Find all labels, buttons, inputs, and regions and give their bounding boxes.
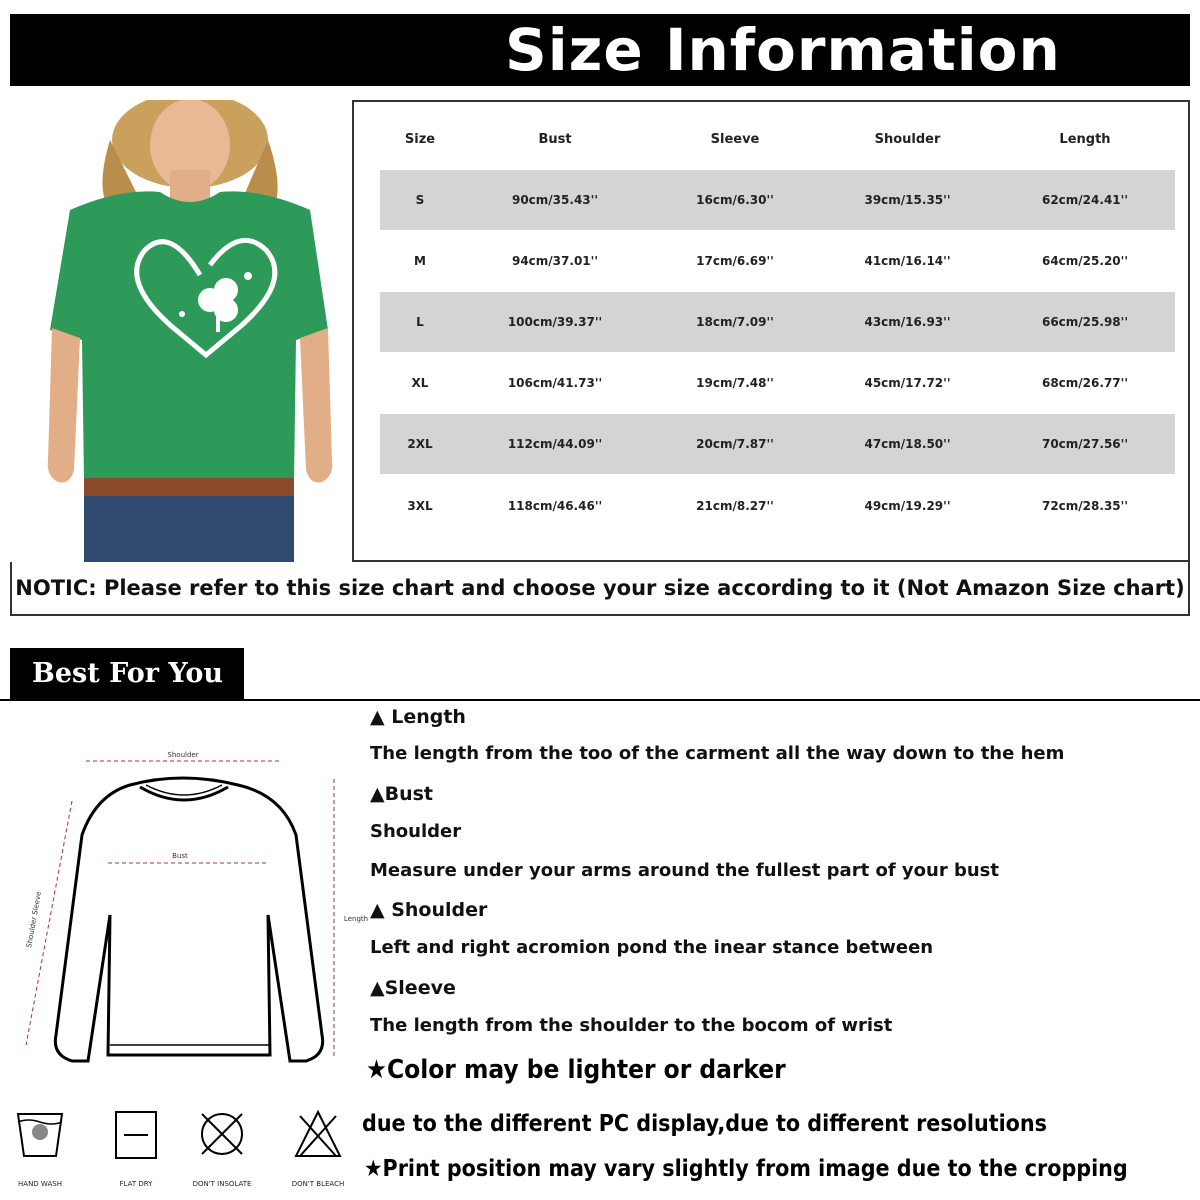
cell-length: 72cm/28.35'' (1041, 499, 1128, 513)
jeans (84, 496, 294, 562)
table-row (380, 353, 1175, 413)
section-divider (0, 699, 1200, 701)
cell-length: 68cm/26.77'' (1041, 376, 1128, 390)
cell-shoulder: 49cm/19.29'' (864, 499, 951, 513)
display-note: due to the different PC display,due to different resolutions (362, 1111, 1047, 1137)
care-label: DON'T BLEACH (291, 1180, 345, 1188)
table-row (380, 170, 1175, 230)
shoulder-diagram-label: Shoulder (167, 751, 199, 759)
cell-bust: 100cm/39.37'' (507, 315, 603, 329)
length-diagram-label: Length (343, 915, 369, 923)
cell-length: 66cm/25.98'' (1041, 315, 1128, 329)
care-label: FLAT DRY (119, 1180, 153, 1188)
print-note: ★Print position may vary slightly from image due to the cropping (364, 1156, 1128, 1182)
table-header-row (380, 110, 1175, 170)
cell-sleeve: 17cm/6.69'' (696, 254, 774, 268)
cell-shoulder: 47cm/18.50'' (864, 437, 951, 451)
cell-size: 3XL (407, 499, 433, 513)
care-label: DON'T INSOLATE (192, 1180, 252, 1188)
bust-diagram-label: Bust (172, 852, 188, 860)
notice-box (10, 562, 1190, 616)
cell-size: M (414, 254, 426, 268)
do-not-bleach-icon (182, 1100, 262, 1178)
notice-text: NOTIC: Please refer to this size chart and choose your size according to it (Not Amazon Size chart) (15, 576, 1185, 600)
page-title: Size Information (505, 16, 1061, 84)
length-heading: ▲ Length (370, 706, 466, 728)
belt (84, 478, 294, 498)
cell-bust: 118cm/46.46'' (507, 499, 603, 513)
sleeve-diagram-label: Shoulder Sleeve (25, 890, 43, 949)
shirt-illustration (10, 100, 354, 562)
shoulder-heading: ▲ Shoulder (370, 899, 488, 921)
table-row (380, 414, 1175, 474)
clover-dot-1 (244, 272, 252, 280)
header-length: Length (1059, 132, 1111, 147)
table-row (380, 231, 1175, 291)
care-icon-hand-wash (0, 1100, 80, 1196)
bust-heading: ▲Bust (370, 783, 434, 805)
best-for-you-tab (10, 648, 244, 700)
shoulder-description: Left and right acromion pond the inear stance between (370, 937, 934, 958)
cell-size: XL (411, 376, 429, 390)
cell-size: 2XL (407, 437, 433, 451)
hand-wash-icon (0, 1100, 80, 1178)
cell-sleeve: 19cm/7.48'' (696, 376, 774, 390)
cell-length: 62cm/24.41'' (1041, 193, 1128, 207)
length-description: The length from the too of the carment all the way down to the hem (370, 743, 1065, 764)
sleeve-heading: ▲Sleeve (370, 977, 456, 999)
left-arm (48, 328, 80, 483)
cell-sleeve: 18cm/7.09'' (696, 315, 774, 329)
care-icon-do-not-bleach (182, 1100, 262, 1196)
measurement-diagram (0, 705, 370, 1095)
cell-shoulder: 43cm/16.93'' (864, 315, 951, 329)
table-row (380, 292, 1175, 352)
header-shoulder: Shoulder (874, 132, 941, 147)
header-bust: Bust (538, 132, 572, 147)
right-arm (300, 328, 332, 483)
color-note: ★Color may be lighter or darker (366, 1055, 786, 1085)
cell-sleeve: 20cm/7.87'' (696, 437, 774, 451)
care-icon-no-bleach-triangle (278, 1100, 358, 1196)
cell-shoulder: 41cm/16.14'' (864, 254, 951, 268)
cell-sleeve: 16cm/6.30'' (696, 193, 774, 207)
table-row (380, 476, 1175, 536)
clover-dot-2 (179, 311, 185, 317)
header-size: Size (404, 132, 436, 147)
sweatshirt-outline (55, 778, 322, 1061)
cell-shoulder: 45cm/17.72'' (864, 376, 951, 390)
cell-size: S (415, 193, 425, 207)
shirt-body (50, 191, 328, 480)
bust-subheading: Shoulder (370, 821, 462, 842)
cell-length: 64cm/25.20'' (1041, 254, 1128, 268)
care-label: HAND WASH (18, 1180, 62, 1188)
cell-shoulder: 39cm/15.35'' (864, 193, 951, 207)
flat-dry-icon (96, 1100, 176, 1178)
cell-sleeve: 21cm/8.27'' (696, 499, 774, 513)
cell-bust: 106cm/41.73'' (507, 376, 603, 390)
sleeve-description: The length from the shoulder to the bocom of wrist (370, 1015, 893, 1036)
cell-bust: 112cm/44.09'' (507, 437, 603, 451)
care-icon-flat-dry (96, 1100, 176, 1196)
cell-bust: 90cm/35.43'' (511, 193, 598, 207)
cell-bust: 94cm/37.01'' (511, 254, 598, 268)
title-bar (10, 14, 1190, 86)
cell-length: 70cm/27.56'' (1041, 437, 1128, 451)
cell-size: L (416, 315, 424, 329)
best-for-you-label: Best For You (32, 658, 223, 689)
clover-stem (216, 310, 220, 332)
bust-description: Measure under your arms around the fullest part of your bust (370, 860, 999, 881)
no-bleach-triangle-icon (278, 1100, 358, 1178)
product-photo (10, 100, 354, 562)
header-sleeve: Sleeve (710, 132, 760, 147)
